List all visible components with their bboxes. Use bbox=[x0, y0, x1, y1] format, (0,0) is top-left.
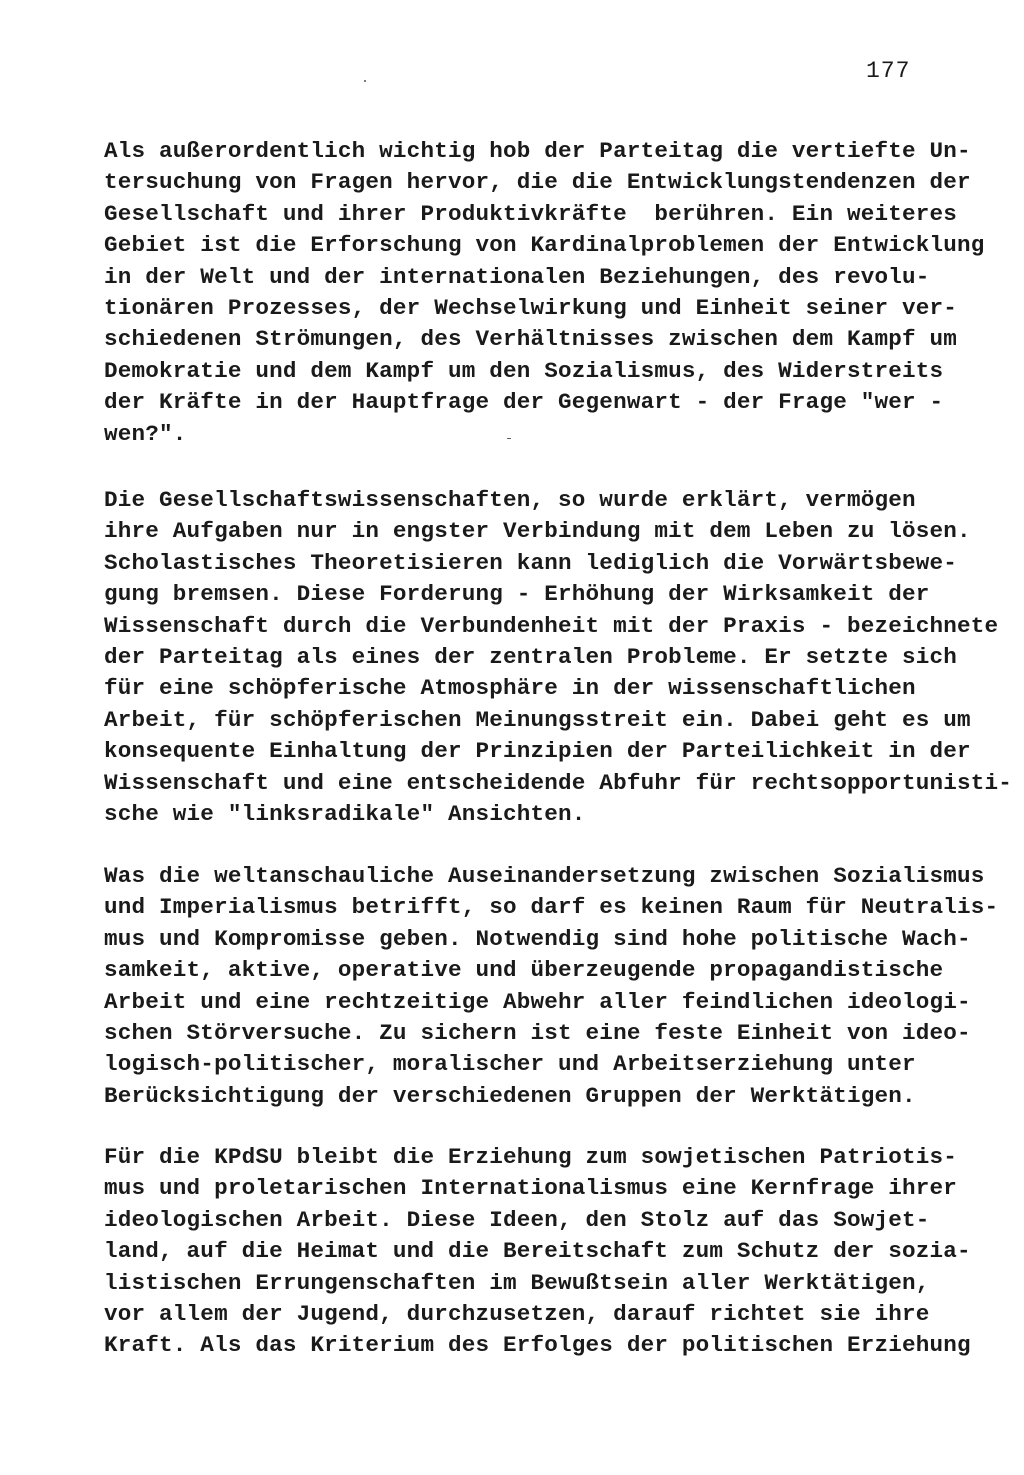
text-line: der Parteitag als eines der zentralen Probleme. Er setzte sich bbox=[104, 643, 958, 670]
text-line: Kraft. Als das Kriterium des Erfolges der politischen Erziehung bbox=[104, 1332, 971, 1359]
paragraph-1 bbox=[104, 136, 985, 450]
text-line: mus und proletarischen Internationalismus eine Kernfrage ihrer bbox=[104, 1175, 958, 1202]
text-line: tionären Prozesses, der Wechselwirkung und Einheit seiner ver- bbox=[104, 294, 958, 321]
text-line: Arbeit und eine rechtzeitige Abwehr aller feindlichen ideologi- bbox=[104, 988, 971, 1015]
text-line: Was die weltanschauliche Auseinandersetzung zwischen Sozialismus bbox=[104, 863, 985, 889]
scan-speck bbox=[364, 80, 366, 82]
text-line: ihre Aufgaben nur in engster Verbindung mit dem Leben zu lösen. bbox=[104, 518, 971, 545]
text-line: Demokratie und dem Kampf um den Sozialismus, des Widerstreits bbox=[104, 357, 944, 384]
paragraph-2 bbox=[104, 485, 1013, 830]
text-line: Als außerordentlich wichtig hob der Parteitag die vertiefte Un- bbox=[104, 138, 971, 164]
text-line: der Kräfte in der Hauptfrage der Gegenwart - der Frage "wer - bbox=[104, 389, 944, 416]
text-line: samkeit, aktive, operative und überzeugende propagandistische bbox=[104, 957, 944, 984]
text-line: Wissenschaft durch die Verbundenheit mit der Praxis - bezeichnete bbox=[104, 612, 999, 639]
text-line: Für die KPdSU bleibt die Erziehung zum sowjetischen Patriotis- bbox=[104, 1144, 958, 1170]
text-line: für eine schöpferische Atmosphäre in der wissenschaftlichen bbox=[104, 675, 916, 702]
text-line: Wissenschaft und eine entscheidende Abfuhr für rechtsopportunisti- bbox=[104, 769, 1013, 796]
text-line: Die Gesellschaftswissenschaften, so wurde erklärt, vermögen bbox=[104, 487, 916, 513]
text-line: tersuchung von Fragen hervor, die die Entwicklungstendenzen der bbox=[104, 169, 971, 196]
text-line: logisch-politischer, moralischer und Arbeitserziehung unter bbox=[104, 1051, 916, 1078]
text-line: mus und Kompromisse geben. Notwendig sind hohe politische Wach- bbox=[104, 925, 971, 952]
text-line: Berücksichtigung der verschiedenen Gruppen der Werktätigen. bbox=[104, 1082, 916, 1109]
paragraph-4 bbox=[104, 1142, 971, 1362]
text-line: sche wie "linksradikale" Ansichten. bbox=[104, 800, 586, 827]
text-line: und Imperialismus betrifft, so darf es keinen Raum für Neutralis- bbox=[104, 894, 999, 921]
text-line: konsequente Einhaltung der Prinzipien der Parteilichkeit in der bbox=[104, 738, 971, 765]
text-line: Arbeit, für schöpferischen Meinungsstreit ein. Dabei geht es um bbox=[104, 706, 971, 733]
text-line: schen Störversuche. Zu sichern ist eine feste Einheit von ideo- bbox=[104, 1019, 971, 1046]
text-line: listischen Errungenschaften im Bewußtsein aller Werktätigen, bbox=[104, 1269, 930, 1296]
text-line: Gesellschaft und ihrer Produktivkräfte berühren. Ein weiteres bbox=[104, 200, 958, 227]
page-number: 177 bbox=[866, 58, 911, 84]
text-line: land, auf die Heimat und die Bereitschaft zum Schutz der sozia- bbox=[104, 1238, 971, 1265]
text-line: ideologischen Arbeit. Diese Ideen, den Stolz auf das Sowjet- bbox=[104, 1206, 930, 1233]
text-line: Scholastisches Theoretisieren kann lediglich die Vorwärtsbewe- bbox=[104, 549, 958, 576]
text-line: Gebiet ist die Erforschung von Kardinalproblemen der Entwicklung bbox=[104, 232, 985, 259]
text-line: wen?". bbox=[104, 420, 187, 447]
text-line: schiedenen Strömungen, des Verhältnisses zwischen dem Kampf um bbox=[104, 326, 958, 353]
text-line: gung bremsen. Diese Forderung - Erhöhung der Wirksamkeit der bbox=[104, 581, 930, 608]
text-line: vor allem der Jugend, durchzusetzen, darauf richtet sie ihre bbox=[104, 1300, 930, 1327]
paragraph-3 bbox=[104, 861, 999, 1112]
text-line: in der Welt und der internationalen Beziehungen, des revolu- bbox=[104, 263, 930, 290]
